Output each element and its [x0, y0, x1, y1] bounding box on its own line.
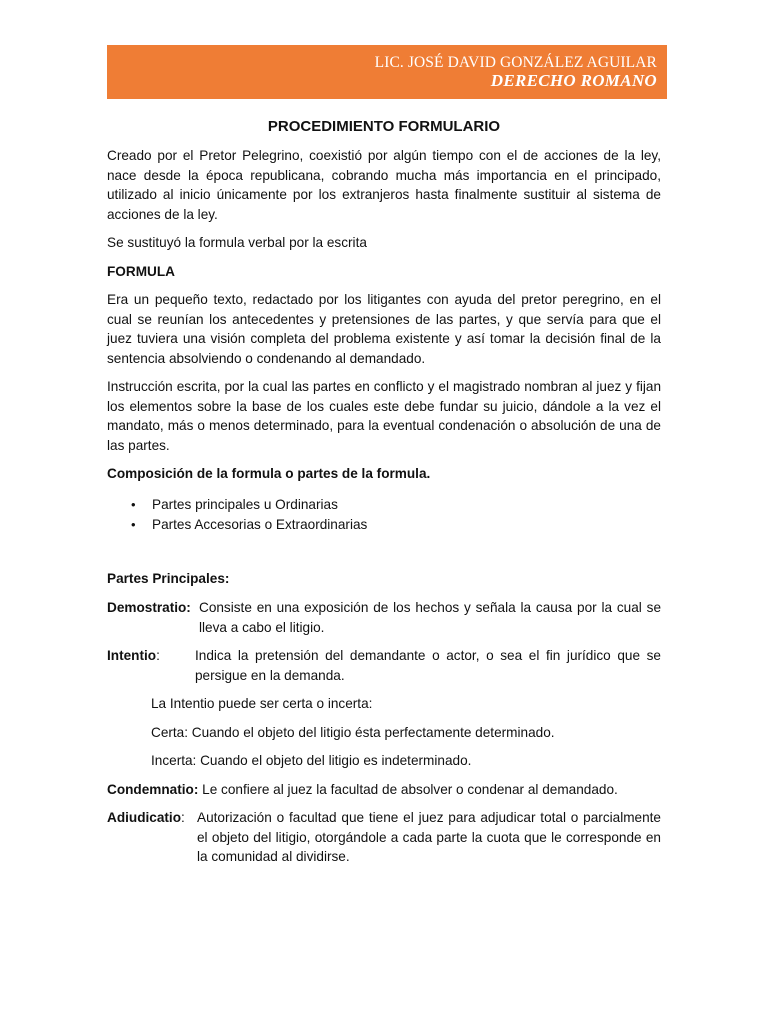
document-title: PROCEDIMIENTO FORMULARIO — [267, 118, 501, 135]
definition-term-wrap — [107, 808, 197, 867]
intentio-note: La Intentio puede ser certa o incerta: — [151, 696, 373, 711]
definition-text: Consiste en una exposición de los hechos y señala la causa por la cual se lleva a cabo el litigio. — [199, 600, 661, 635]
incerta-definition: Incerta: Cuando el objeto del litigio es indeterminado. — [151, 753, 472, 768]
definition-adiudicatio — [107, 808, 661, 867]
document-body — [107, 116, 661, 876]
definition-term: Adiudicatio — [107, 810, 182, 825]
definition-text: Indica la pretensión del demandante o actor, o sea el fin jurídico que se persigue en la demanda. — [195, 648, 661, 683]
definition-text: Autorización o facultad que tiene el juez para adjudicar total o parcialmente el objeto del litigio, otorgándole a cada parte la cuota que le corresponde en la comunidad al dividirse. — [197, 810, 661, 864]
intro-paragraph-2: Se sustituyó la formula verbal por la escrita — [107, 235, 367, 250]
list-item — [107, 515, 661, 535]
header-course: DERECHO ROMANO — [490, 71, 657, 90]
list-item — [107, 495, 661, 515]
definition-term-wrap — [107, 646, 195, 685]
formula-paragraph-1: Era un pequeño texto, redactado por los litigantes con ayuda del pretor peregrino, en el cual se reunían los antecedentes y pretensiones de las partes, y que servía para que el juez tuviera una visión completa del problema existente y así tomar la decisión final de la sentencia absolviendo o condenando al demandado. — [107, 292, 661, 366]
definition-intentio — [107, 646, 661, 685]
definition-term: Condemnatio: — [107, 781, 199, 797]
list-item-label: Partes Accesorias o Extraordinarias — [152, 516, 368, 532]
definition-term: Demostratio: — [107, 600, 191, 615]
certa-definition: Certa: Cuando el objeto del litigio ésta perfectamente determinado. — [151, 724, 555, 740]
header-author: LIC. JOSÉ DAVID GONZÁLEZ AGUILAR — [374, 54, 657, 71]
definition-condemnatio — [107, 780, 661, 800]
composition-heading: Composición de la formula o partes de la formula. — [107, 466, 431, 481]
page-header — [107, 45, 667, 99]
definition-text: Le confiere al juez la facultad de absolver o condenar al demandado. — [198, 781, 618, 797]
bullet-icon: • — [131, 516, 136, 532]
principal-heading: Partes Principales: — [107, 570, 230, 586]
definition-colon: : — [181, 810, 185, 825]
definition-term: Intentio — [107, 648, 157, 663]
formula-heading: FORMULA — [107, 263, 175, 279]
definition-demostratio — [107, 598, 661, 637]
composition-list — [107, 495, 661, 535]
intro-paragraph: Creado por el Pretor Pelegrino, coexistió por algún tiempo con el de acciones de la ley, nace desde la época republicana, cobrando mucha más importancia en el principado, utilizado al inicio únicamente por los extranjeros hasta finalmente sustituir al sistema de acciones de la ley. — [107, 148, 661, 222]
formula-paragraph-2: Instrucción escrita, por la cual las partes en conflicto y el magistrado nombran al juez y fijan los elementos sobre la base de los cuales este debe fundar su juicio, dándole a la vez el mandato, más o menos determinado, para la eventual condenación o absolución de una de las partes. — [107, 379, 661, 453]
definition-colon: : — [156, 648, 160, 663]
list-item-label: Partes principales u Ordinarias — [152, 496, 338, 512]
bullet-icon: • — [131, 496, 136, 512]
